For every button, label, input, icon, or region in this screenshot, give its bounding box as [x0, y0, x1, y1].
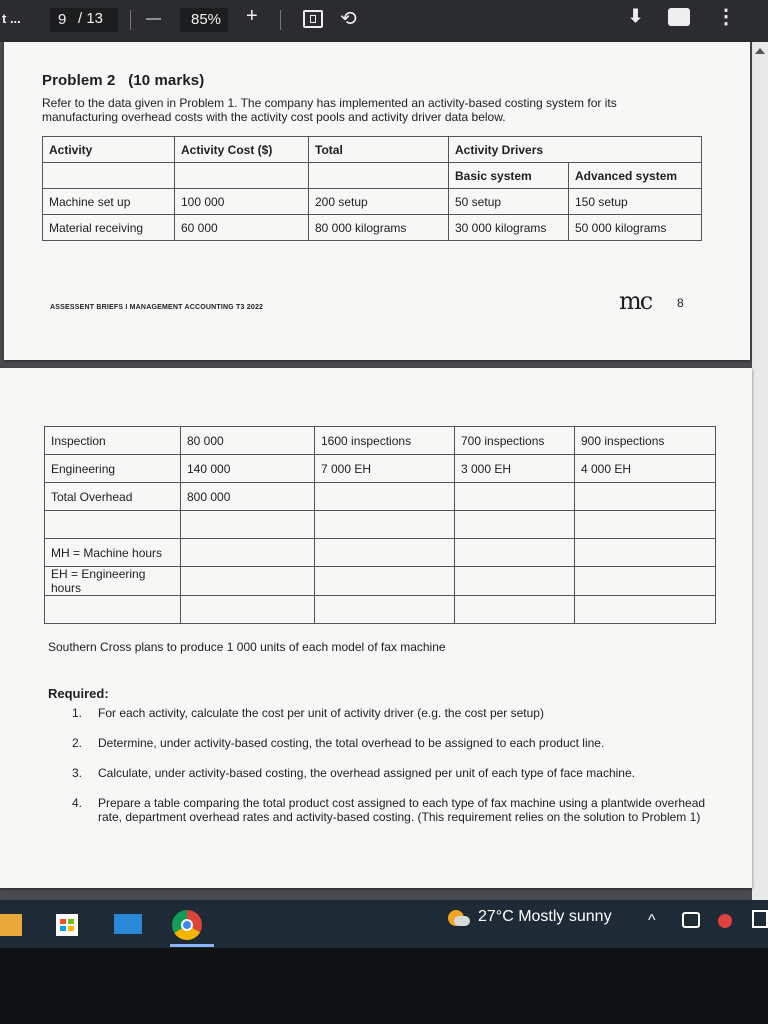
rotate-icon[interactable]: ⟲ [340, 8, 357, 30]
show-hidden-icons[interactable]: ^ [648, 912, 656, 929]
intro-text: Refer to the data given in Problem 1. The company has implemented an activity-based costing system for its manufacturing overhead costs with the activity cost pools and activity driver data below. [42, 96, 617, 124]
page-total: / 13 [78, 10, 104, 27]
pdf-page-9 [0, 368, 752, 888]
table-row: Inspection 80 000 1600 inspections 700 inspections 900 inspections [45, 427, 716, 455]
divider [130, 10, 131, 30]
activity-table [42, 136, 702, 241]
table-row: Machine set up 100 000 200 setup 50 setup 150 setup [43, 189, 702, 215]
production-plan-text: Southern Cross plans to produce 1 000 units of each model of fax machine [48, 640, 446, 654]
zoom-in-button[interactable]: + [246, 5, 258, 27]
zoom-out-button[interactable]: — [146, 10, 161, 27]
current-page[interactable]: 9 [58, 11, 67, 28]
header-basic: Basic system [449, 163, 569, 189]
zoom-box[interactable] [180, 8, 228, 32]
required-heading: Required: [48, 686, 109, 701]
print-icon[interactable] [668, 8, 690, 26]
table-row [45, 596, 716, 624]
network-icon[interactable] [682, 912, 700, 928]
fit-page-icon[interactable] [303, 10, 323, 28]
header-cost: Activity Cost ($) [175, 137, 309, 163]
table-row: MH = Machine hours [45, 539, 716, 567]
taskbar [0, 900, 768, 948]
more-options-icon[interactable]: ⋮ [716, 6, 736, 28]
active-app-indicator [170, 944, 214, 947]
page-number: 8 [677, 296, 684, 310]
mail-icon[interactable] [114, 914, 142, 934]
divider [280, 10, 281, 30]
notification-icon[interactable] [752, 910, 768, 928]
weather-widget[interactable]: 27°C Mostly sunny [478, 908, 612, 925]
header-advanced: Advanced system [569, 163, 702, 189]
problem-title: Problem 2 (10 marks) [42, 72, 205, 89]
page-footer: ASSESSENT BRIEFS I MANAGEMENT ACCOUNTING T3 2022 [50, 304, 264, 311]
table-row: EH = Engineering hours [45, 567, 716, 596]
scroll-up-icon[interactable] [755, 48, 765, 54]
pdf-toolbar [0, 0, 768, 42]
file-explorer-icon[interactable] [0, 914, 22, 936]
chrome-icon[interactable] [172, 910, 202, 940]
volume-muted-icon[interactable] [718, 914, 732, 928]
document-title[interactable]: t ... [2, 11, 21, 26]
header-activity: Activity [43, 137, 175, 163]
desk-surface [0, 948, 768, 1024]
pdf-page-8 [4, 42, 750, 360]
list-item: 4. Prepare a table comparing the total product cost assigned to each type of fax machine using a plantwide overhead rate, department overhead rates and activity-based costing. (This requirement relies on the solution to Problem 1) [72, 796, 706, 824]
requirements-list [72, 706, 722, 840]
list-item: 1. For each activity, calculate the cost per unit of activity driver (e.g. the cost per setup) [72, 706, 544, 720]
download-icon[interactable]: ⬇ [628, 6, 644, 26]
header-total: Total [309, 137, 449, 163]
table-row: Material receiving 60 000 80 000 kilograms 30 000 kilograms 50 000 kilograms [43, 215, 702, 241]
table-row: Engineering 140 000 7 000 EH 3 000 EH 4 000 EH [45, 455, 716, 483]
activity-table-continued [44, 426, 716, 624]
table-row: Total Overhead 800 000 [45, 483, 716, 511]
weather-icon[interactable] [448, 908, 470, 926]
mc-logo: mc [619, 287, 652, 315]
scrollbar[interactable] [752, 42, 768, 900]
header-drivers: Activity Drivers [449, 137, 702, 163]
zoom-level[interactable]: 85% [191, 11, 222, 28]
store-icon[interactable] [56, 914, 78, 936]
table-row [45, 511, 716, 539]
list-item: 2. Determine, under activity-based costing, the total overhead to be assigned to each product line. [72, 736, 605, 750]
list-item: 3. Calculate, under activity-based costing, the overhead assigned per unit of each type of face machine. [72, 766, 635, 780]
